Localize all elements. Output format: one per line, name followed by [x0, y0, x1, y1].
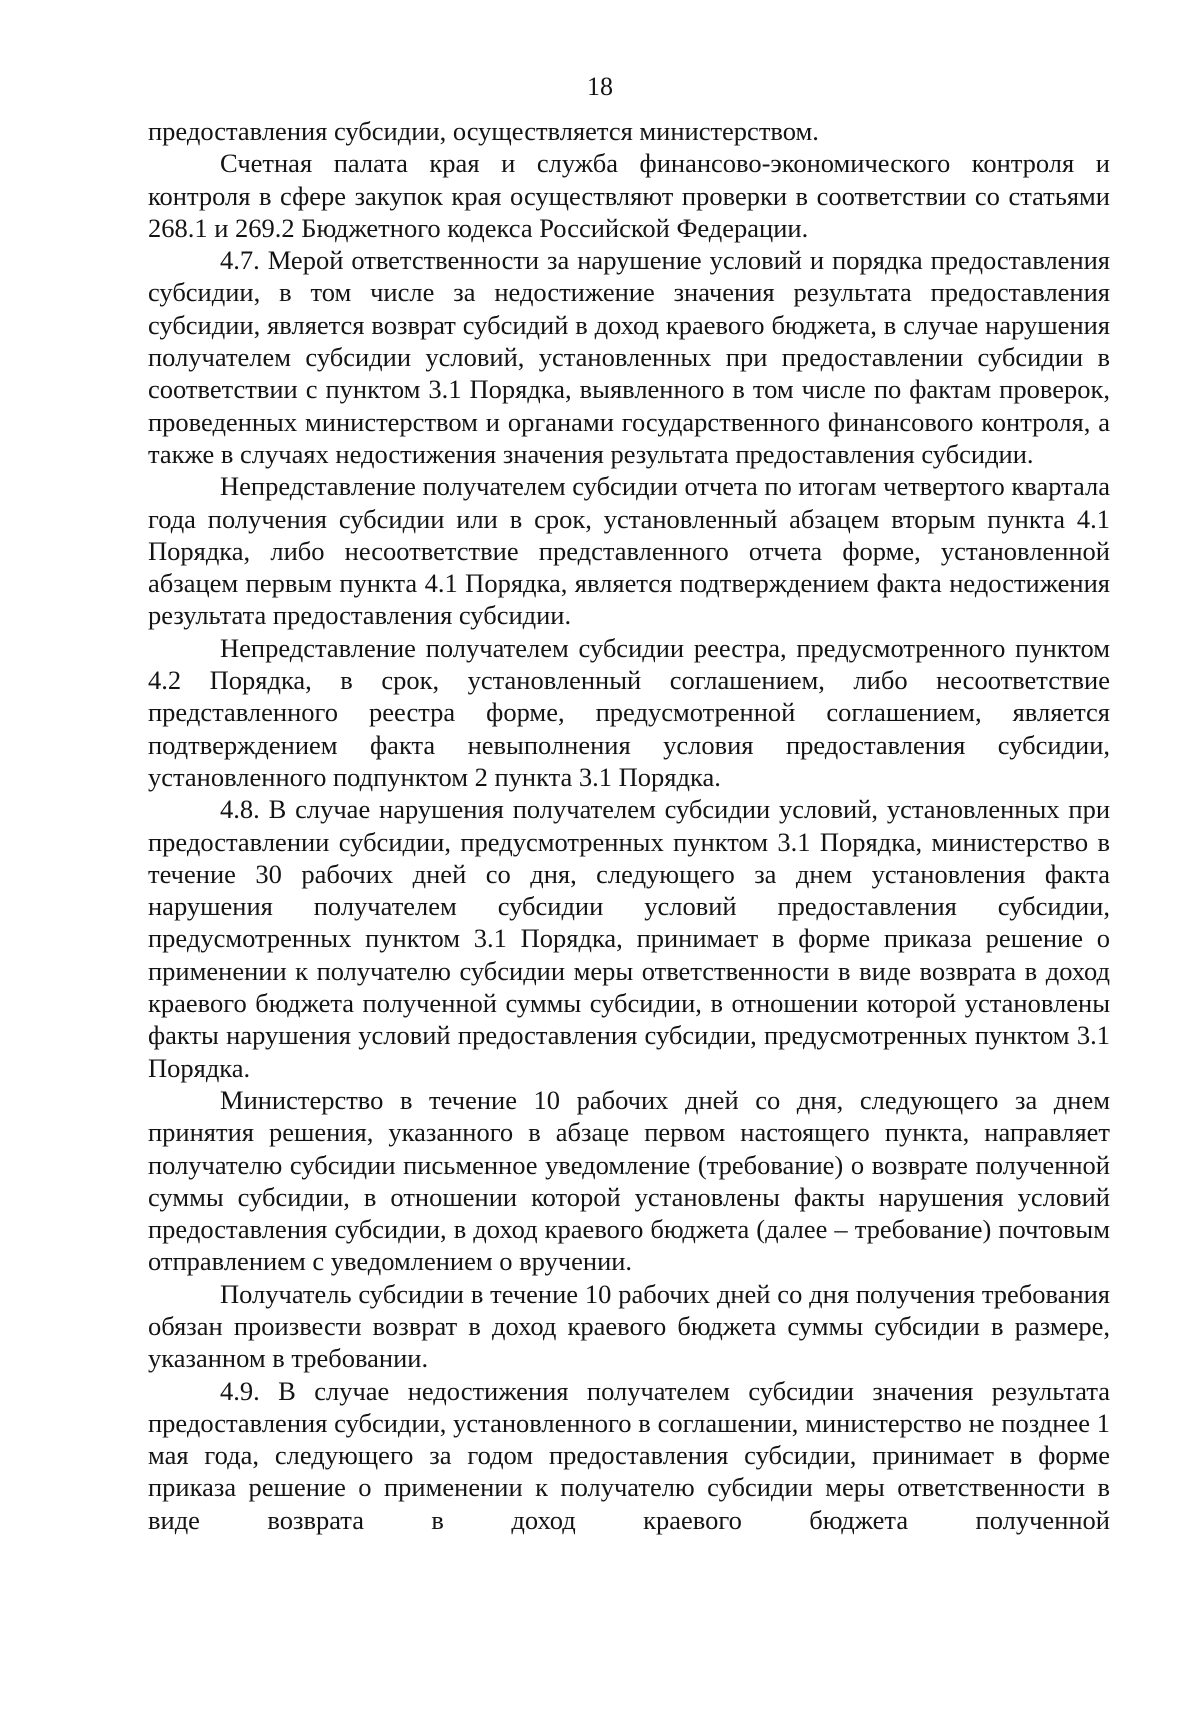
paragraph-refund-obligation: Получатель субсидии в течение 10 рабочих дней со дня получения требования обязан произвести возврат в доход краевого бюджета суммы субсидии в размере, указанном в требовании.: [148, 1278, 1110, 1374]
paragraph-4-7: 4.7. Мерой ответственности за нарушение условий и порядка предоставления субсидии, в том числе за недостижение значения результата предоставления субсидии, является возврат субсидий в доход краевого бюджета, в случае нарушения получателем субсидии условий, установленных при предоставлении субсидии в соответствии с пунктом 3.1 Порядка, выявленного в том числе по фактам проверок, проведенных министерством и органами государственного финансового контроля, а также в случаях недостижения значения результата предоставления субсидии.: [148, 245, 1110, 469]
paragraph-continuation: предоставления субсидии, осуществляется министерством.: [148, 116, 819, 146]
paragraph-4-9: 4.9. В случае недостижения получателем субсидии значения результата предоставления субсидии, установленного в соглашении, министерство не позднее 1 мая года, следующего за годом предоставления субсидии, принимает в форме приказа решение о применении к получателю субсидии меры ответственности в виде возврата в доход краевого бюджета полученной: [148, 1375, 1110, 1535]
paragraph-audit-chamber: Счетная палата края и служба финансово-экономического контроля и контроля в сфере закупок края осуществляют проверки в соответствии со статьями 268.1 и 269.2 Бюджетного кодекса Российской Федерации.: [148, 148, 1110, 243]
paragraph-notification: Министерство в течение 10 рабочих дней со дня, следующего за днем принятия решения, указанного в абзаце первом настоящего пункта, направляет получателю субсидии письменное уведомление (требование) о возврате полученной суммы субсидии, в отношении которой установлены факты нарушения условий предоставления субсидии, в доход краевого бюджета (далее – требование) почтовым отправлением с уведомлением о вручении.: [148, 1084, 1110, 1277]
paragraph-register-non-submission: Непредставление получателем субсидии реестра, предусмотренного пунктом 4.2 Порядка, в срок, установленный соглашением, либо несоответствие представленного реестра форме, предусмотренной соглашением, является подтверждением факта невыполнения условия предоставления субсидии, установленного подпунктом 2 пункта 3.1 Порядка.: [148, 632, 1110, 792]
paragraph-report-non-submission: Непредставление получателем субсидии отчета по итогам четвертого квартала года получения субсидии или в срок, установленный абзацем вторым пункта 4.1 Порядка, либо несоответствие представленного отчета форме, установленной абзацем первым пункта 4.1 Порядка, является подтверждением факта недостижения результата предоставления субсидии.: [148, 471, 1110, 631]
page-number: 18: [587, 72, 613, 101]
paragraph-4-8: 4.8. В случае нарушения получателем субсидии условий, установленных при предоставлении субсидии, предусмотренных пунктом 3.1 Порядка, министерство в течение 30 рабочих дней со дня, следующего за днем установления факта нарушения получателем субсидии условий предоставления субсидии, предусмотренных пунктом 3.1 Порядка, принимает в форме приказа решение о применении к получателю субсидии меры ответственности в виде возврата в доход краевого бюджета полученной суммы субсидии, в отношении которой установлены факты нарушения условий предоставления субсидии, предусмотренных пунктом 3.1 Порядка.: [148, 794, 1110, 1083]
document-body: [148, 115, 1110, 1536]
